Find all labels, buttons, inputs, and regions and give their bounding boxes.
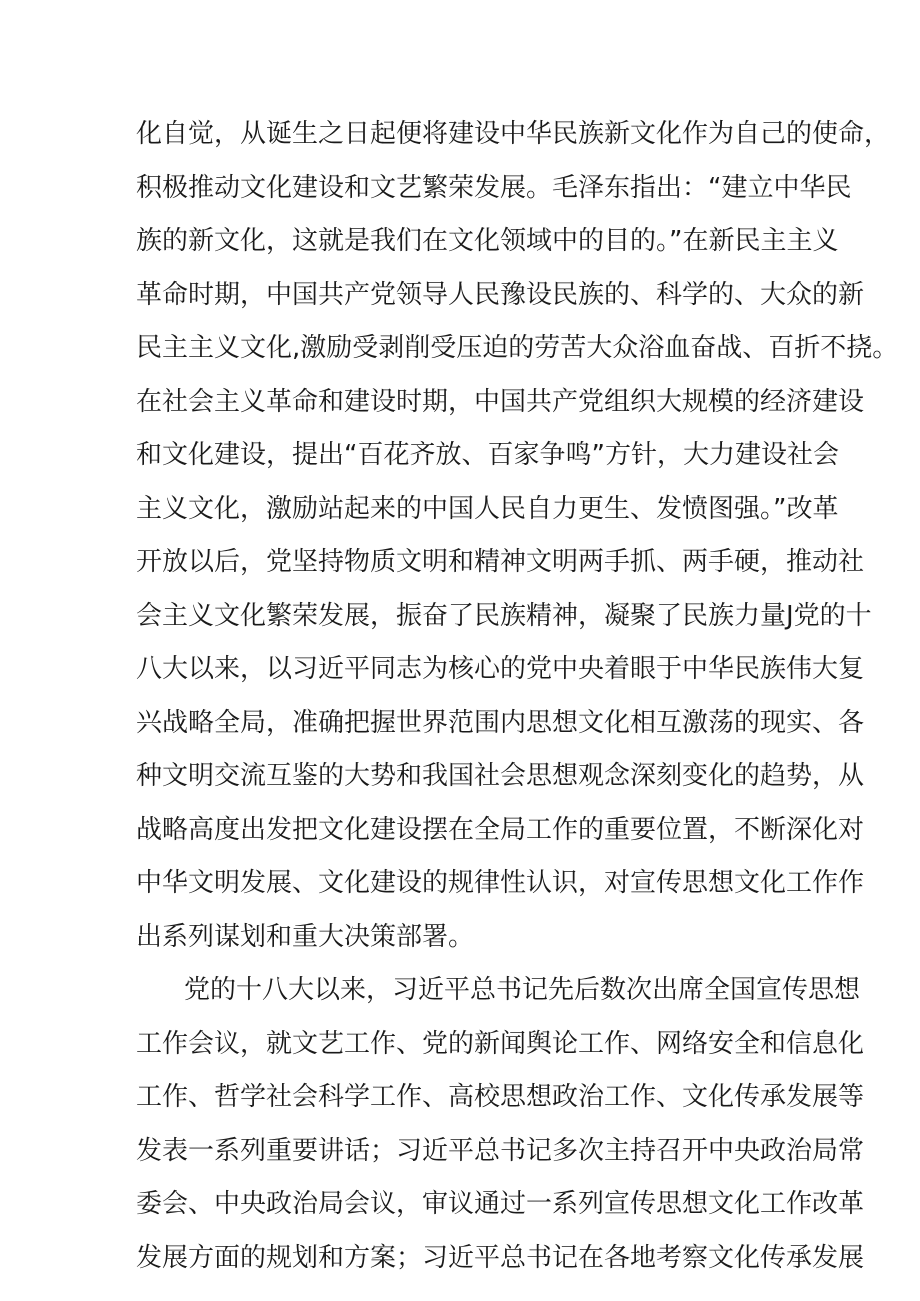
text-line: 种文明交流互鉴的大势和我国社会思想观念深刻变化的趋势，从 <box>136 761 865 791</box>
text-line: 八大以来，以习近平同志为核心的党中央着眼于中华民族伟大复 <box>136 654 865 684</box>
text-line: 委会、中央政治局会议，审议通过一系列宣传思想文化工作改革 <box>136 1189 865 1219</box>
text-line: 在社会主义革命和建设时期，中国共产党组织大规模的经济建设 <box>136 386 865 417</box>
text-line: 工作会议，就文艺工作、党的新闻舆论工作、网络安全和信息化 <box>136 1028 865 1059</box>
text-line: 发展方面的规划和方案；习近平总书记在各地考察文化传承发展 <box>136 1242 865 1273</box>
text-line: 会主义文化繁荣发展，振奋了民族精神，凝聚了民族力量J党的十 <box>136 600 872 631</box>
text-line: 开放以后，党坚持物质文明和精神文明两手抓、两手硬，推动社 <box>136 547 865 577</box>
body-text <box>136 108 899 1285</box>
text-line: 族的新文化，这就是我们在文化领域中的目的。”在新民主主义 <box>136 226 839 256</box>
text-line: 化自觉，从诞生之日起便将建设中华民族新文化作为自己的使命， <box>136 119 891 149</box>
text-line: 战略高度出发把文化建设摆在全局工作的重要位置，不断深化对 <box>136 814 865 845</box>
text-line: 发表一系列重要讲话；习近平总书记多次主持召开中央政治局常 <box>136 1135 865 1166</box>
paragraph-start-line: 党的十八大以来，习近平总书记先后数次出席全国宣传思想 <box>184 975 861 1005</box>
text-line: 革命时期，中国共产党领导人民豫设民族的、科学的、大众的新 <box>136 279 865 310</box>
text-line: 民主主义文化,激励受剥削受压迫的劳苦大众浴血奋战、百折不挠。 <box>136 333 899 363</box>
text-line: 主义文化，激励站起来的中国人民自力更生、发愤图强。”改革 <box>136 493 839 524</box>
text-line: 工作、哲学社会科学工作、高校思想政治工作、文化传承发展等 <box>136 1082 865 1112</box>
text-line: 和文化建设，提出“百花齐放、百家争鸣”方针，大力建设社会 <box>136 440 839 470</box>
text-line: 出系列谋划和重大决策部署。 <box>136 921 475 952</box>
text-line: 兴战略全局，准确把握世界范围内思想文化相互激荡的现实、各 <box>136 707 865 738</box>
text-line: 积极推动文化建设和文艺繁荣发展。毛泽东指出：“建立中华民 <box>136 172 852 203</box>
text-line: 中华文明发展、文化建设的规律性认识，对宣传思想文化工作作 <box>136 868 865 898</box>
